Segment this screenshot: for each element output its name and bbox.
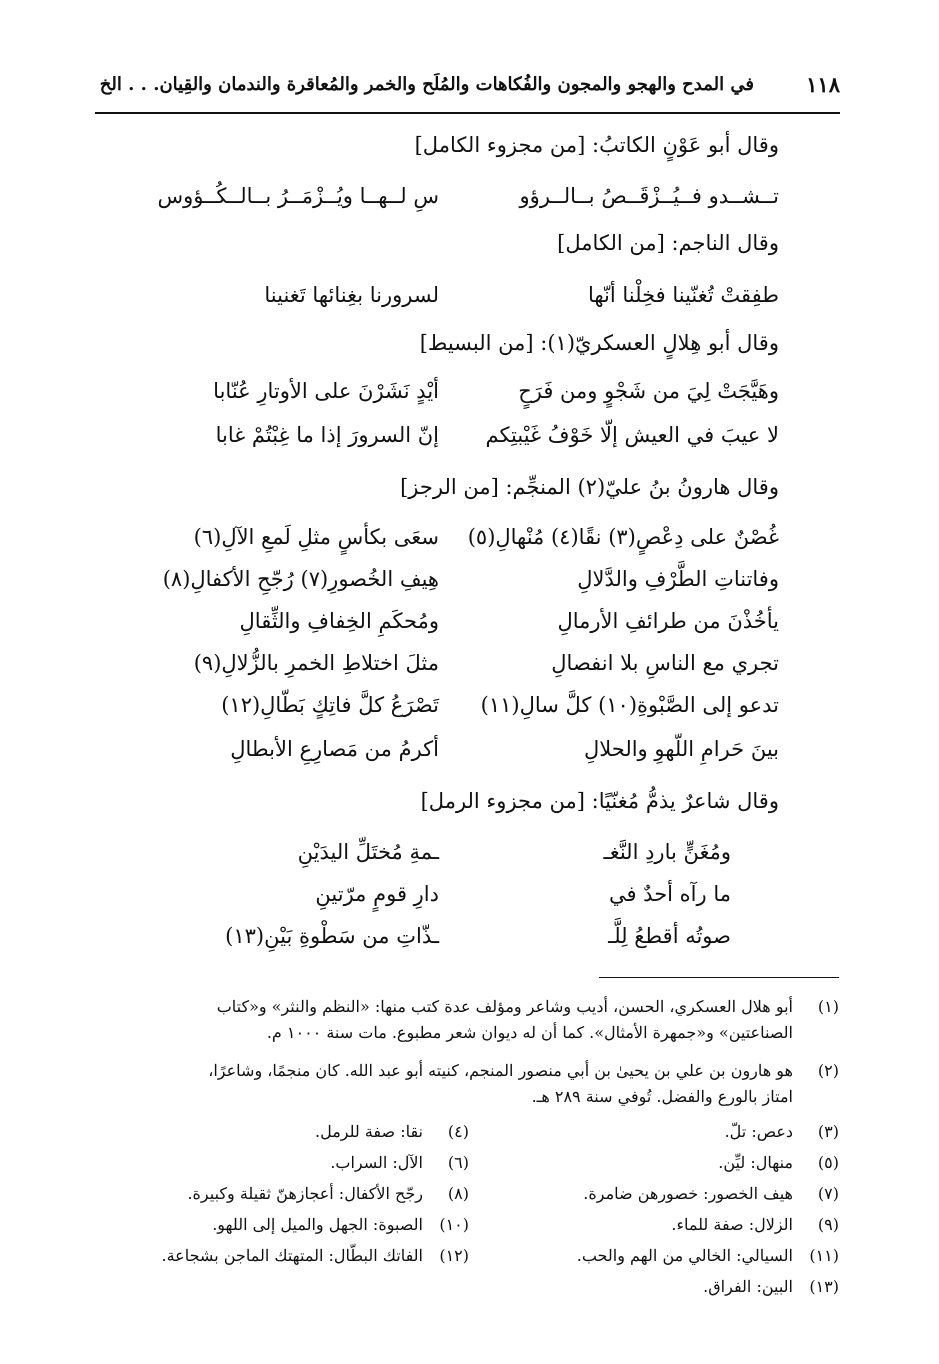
footnote-number: (٣) [817,1122,839,1141]
footnote-text: الزلال: صفة للماء. [671,1215,793,1234]
footnote-text: نقا: صفة للرمل. [314,1122,423,1141]
verse-first-hemistich: ومُغَنٍّ باردِ النَّغـ [603,840,731,864]
verse-first-hemistich: تدعو إلى الصَّبْوةِ(١٠) كلَّ سالِ(١١) [480,693,779,717]
footnote [109,1150,469,1176]
page-number: ١١٨ [806,72,840,97]
footnote-number: (١٢) [439,1246,469,1265]
footnote-text: منهال: ليِّن. [718,1153,793,1172]
verse-second-hemistich: سعَى بكأسٍ مثلِ لَمعِ الآلِ(٦) [193,525,439,549]
footnote-number: (١) [817,997,839,1016]
footnote-number: (١٣) [809,1277,839,1296]
footnote-text-continued: امتاز بالورع والفضل. تُوفي سنة ٢٨٩ هـ. [531,1087,793,1106]
verse-first-hemistich: تجري مع الناسِ بلا انفصالِ [551,651,779,675]
footnote [539,1181,839,1207]
footnote-rule [599,977,839,978]
verse-first-hemistich: وهَيَّجَتْ لِيَ من شَجْوٍ ومن فَرَحٍ [518,379,779,403]
footnote [99,994,839,1046]
verse-second-hemistich: ـذّاتِ من سَطْوةِ بَيْنِ(١٣) [225,924,439,948]
verse-second-hemistich: أكرمُ من مَصارِعِ الأبطالِ [230,737,439,761]
footnote [109,1181,469,1207]
footnote-text: أبو هلال العسكري، الحسن، أديب وشاعر ومؤلف عدة كتب منها: «النظم والنثر» و«كتاب [216,997,793,1016]
verse-second-hemistich: أيْدٍ نَشَرْنَ على الأوتارِ عُنّابا [213,379,439,403]
verse-second-hemistich: ومُحكَمِ الخِفافِ والثِّقالِ [239,609,439,633]
verse-first-hemistich: ما رآه أحدٌ في [608,882,731,906]
verse-second-hemistich: تَصْرَعُ كلَّ فاتِكٍ بَطّالِ(١٢) [221,693,439,717]
footnote-text: الفاتك البطّال: المتهتك الماجن بشجاعة. [161,1246,423,1265]
verse-first-hemistich: تــشــدو فــيُــزْقَــصُ بــالــرؤو [519,184,779,208]
poem-intro: وقال الناجم: [من الكامل] [557,231,779,255]
verse-second-hemistich: إنّ السرورَ إذا ما غِبْتُمْ غابا [215,423,439,447]
footnote-text: البين: الفراق. [703,1277,793,1296]
footnote [539,1243,839,1269]
footnote [539,1212,839,1238]
verse-first-hemistich: يأخُذْنَ من طرائفِ الأرمالِ [557,609,779,633]
footnote-text: هو هارون بن علي بن يحيىٰ بن أبي منصور المنجم، كنيته أبو عبد الله. كان منجمًا، وشاعرًا، [208,1061,793,1080]
footnote-number: (١١) [809,1246,839,1265]
poem-intro: وقال شاعرٌ يذمُّ مُغنّيًا: [من مجزوء الرمل] [420,789,779,813]
verse-second-hemistich: دارِ قومٍ مرّتينِ [315,882,439,906]
verse-first-hemistich: صوتُه أقطعُ لِلَّـ [608,924,731,948]
verse-first-hemistich: غُصْنٌ على دِعْصٍ(٣) نقًا(٤) مُنْهالِ(٥) [467,525,779,549]
verse-first-hemistich: طفِقتْ تُغنّينا فخِلْنا أنّها [587,283,779,307]
footnote-number: (٨) [447,1184,469,1203]
footnote [539,1119,839,1145]
footnote-text: رجّح الأكفال: أعجازهنّ ثقيلة وكبيرة. [187,1184,423,1203]
footnote-text: دعص: تلّ. [724,1122,793,1141]
footnote [99,1058,839,1110]
footnote-text: السيالي: الخالي من الهم والحب. [576,1246,793,1265]
verse-second-hemistich: لسرورنا بغِنائها تَغنينا [264,283,439,307]
verse-second-hemistich: سِ لــهــا ويُــزْمَــرُ بــالــكُــؤوس [157,184,439,208]
footnote [109,1119,469,1145]
footnote-number: (٧) [817,1184,839,1203]
header-rule [95,112,840,114]
footnote-number: (٥) [817,1153,839,1172]
poem-intro: وقال أبو عَوْنٍ الكاتبُ: [من مجزوء الكامل] [414,133,779,157]
footnote-text: هيف الخصور: خصورهن ضامرة. [583,1184,793,1203]
poem-intro: وقال أبو هِلالٍ العسكريّ(١): [من البسيط] [419,331,779,355]
footnote-text: الآل: السراب. [330,1153,423,1172]
footnote [109,1212,469,1238]
page-header [95,72,840,108]
footnote-number: (٩) [817,1215,839,1234]
footnote-text: الصبوة: الجهل والميل إلى اللهو. [212,1215,423,1234]
footnote [109,1243,469,1269]
footnote-number: (٢) [817,1061,839,1080]
footnote [539,1150,839,1176]
verse-first-hemistich: لا عيبَ في العيش إلّا خَوْفُ غَيْبتِكم [485,423,779,447]
running-title: في المدح والهجو والمجون والفُكاهات والمُلَح والخمر والمُعاقرة والندمان والقِيان. . . الخ [99,74,754,95]
verse-first-hemistich: وفاتناتِ الطَّرْفِ والدَّلالِ [577,567,779,591]
poem-intro: وقال هارونُ بنُ عليّ(٢) المنجِّم: [من الرجز] [400,475,779,499]
verse-first-hemistich: بينَ حَرامِ اللّهوِ والحلالِ [583,737,779,761]
verse-second-hemistich: هِيفِ الخُصورِ(٧) رُجّحِ الأكفالِ(٨) [162,567,439,591]
footnote-number: (٦) [447,1153,469,1172]
verse-second-hemistich: ـمةِ مُختَلِّ اليدَيْنِ [297,840,439,864]
footnote-text-continued: الصناعتين» و«جمهرة الأمثال». كما أن له ديوان شعر مطبوع. مات سنة ١٠٠٠ م. [266,1023,793,1042]
verse-second-hemistich: مثلَ اختلاطِ الخمرِ بالزُّلالِ(٩) [193,651,439,675]
footnote [539,1274,839,1300]
footnote-number: (١٠) [439,1215,469,1234]
footnote-number: (٤) [447,1122,469,1141]
